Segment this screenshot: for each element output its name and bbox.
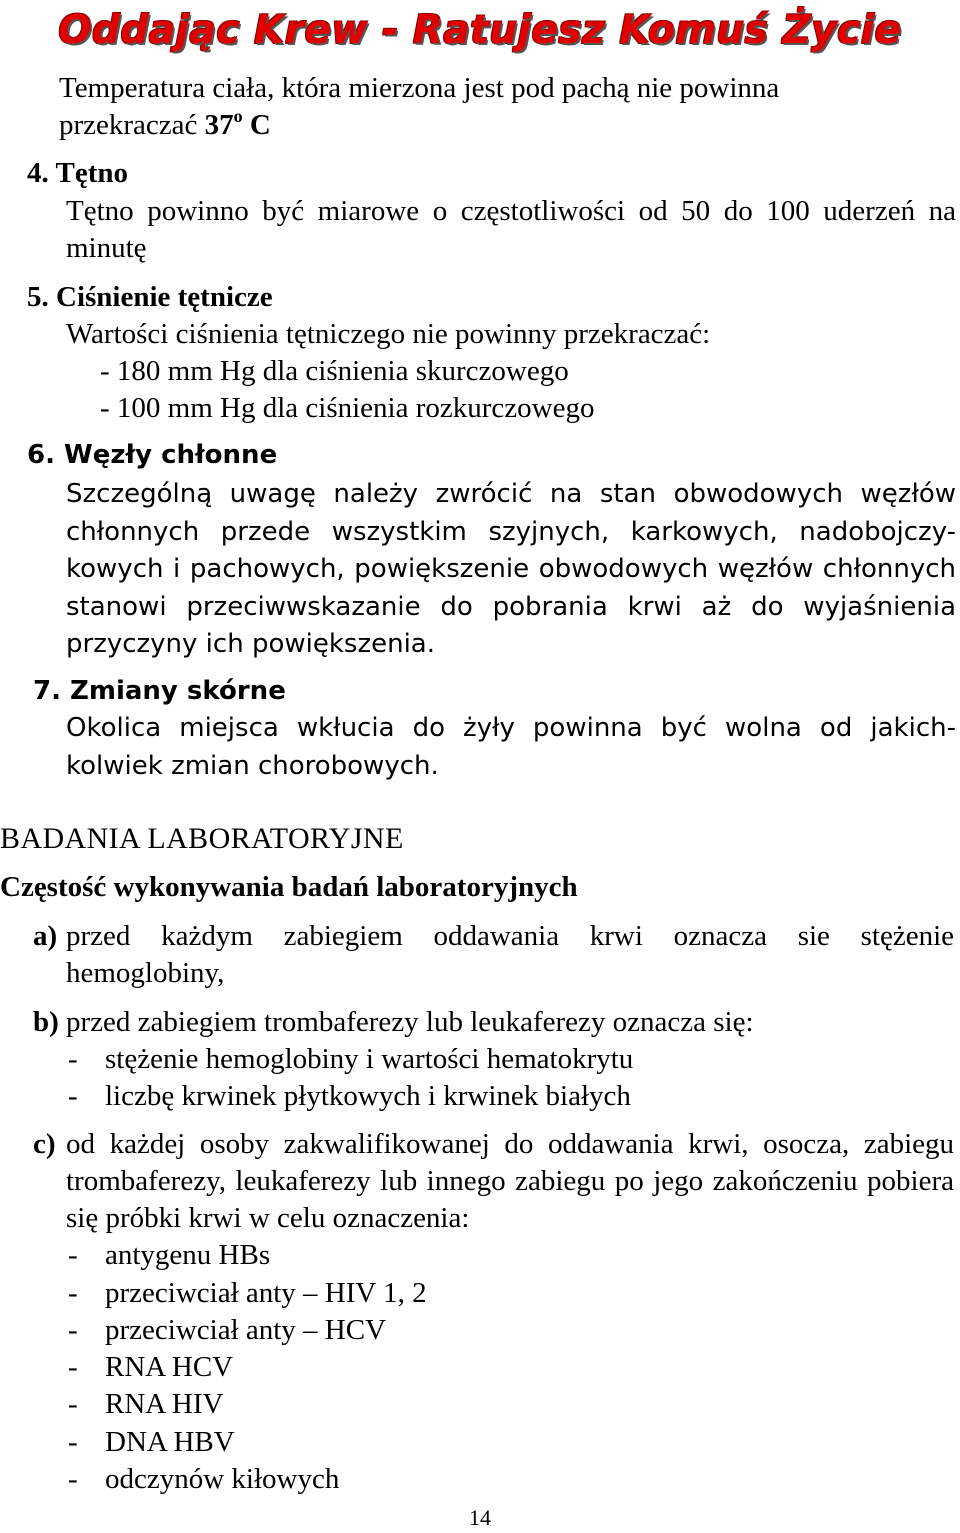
section-text-skin-changes: Okolica miejsca wkłucia do żyły powinna być wolna od jakich-kolwiek zmian chorobowych.	[66, 713, 956, 781]
dash-marker: -	[68, 1351, 78, 1383]
lab-section-subtitle: Częstość wykonywania badań laboratoryjnych	[0, 871, 578, 903]
list-item	[68, 1275, 427, 1312]
section-heading-blood-pressure: 5. Ciśnienie tętnicze	[27, 281, 273, 313]
section-heading-pulse: 4. Tętno	[27, 157, 128, 189]
list-item-text: przeciwciał anty – HIV 1, 2	[105, 1277, 427, 1309]
entry-label-b: b)	[33, 1006, 59, 1038]
section-text-blood-pressure: Wartości ciśnienia tętniczego nie powinny przekraczać:	[66, 318, 711, 350]
list-item-text: przeciwciał anty – HCV	[105, 1314, 387, 1346]
section-text-pulse: Tętno powinno być miarowe o częstotliwości od 50 do 100 uderzeń na minutę	[66, 195, 956, 264]
list-item	[68, 1386, 223, 1423]
temperature-line-2: przekraczać	[59, 109, 205, 141]
temperature-unit: C	[242, 109, 271, 141]
bp-bullet-diastolic: - 100 mm Hg dla ciśnienia rozkurczowego	[100, 392, 595, 424]
lab-section-title: BADANIA LABORATORYJNE	[0, 822, 404, 855]
dash-marker: -	[68, 1463, 78, 1495]
dash-marker: -	[68, 1426, 78, 1458]
entry-label-c: c)	[33, 1128, 56, 1160]
entry-text-a: przed każdym zabiegiem oddawania krwi oznacza sie stężenie hemoglobiny,	[66, 920, 954, 989]
section-heading-lymph-nodes: 6. Węzły chłonne	[27, 440, 278, 470]
list-item-text: odczynów kiłowych	[105, 1463, 340, 1495]
temperature-text	[59, 70, 956, 107]
degree-sign: o	[233, 106, 243, 126]
temperature-value: 37	[204, 109, 234, 141]
dash-marker: -	[68, 1239, 78, 1271]
dash-marker: -	[68, 1388, 78, 1420]
temperature-limit	[59, 107, 271, 144]
dash-marker: -	[68, 1043, 78, 1075]
list-item-text: antygenu HBs	[105, 1239, 271, 1271]
list-item-text: RNA HCV	[105, 1351, 234, 1383]
section-heading-skin-changes: 7. Zmiany skórne	[33, 676, 286, 706]
entry-text-b: przed zabiegiem trombaferezy lub leukaferezy oznacza się:	[66, 1006, 754, 1038]
list-item-text: DNA HBV	[105, 1426, 235, 1458]
list-item-text: stężenie hemoglobiny i wartości hematokrytu	[105, 1043, 634, 1075]
entry-text-c: od każdej osoby zakwalifikowanej do oddawania krwi, osocza, zabiegu trombaferezy, leukaferezy lub innego zabiegu po jego zakończeniu pobiera się próbki krwi w celu oznaczenia:	[66, 1128, 954, 1234]
dash-marker: -	[68, 1277, 78, 1309]
section-text-lymph-nodes: Szczególną uwagę należy zwrócić na stan obwodowych węzłów chłonnych przede wszystkim szyjnych, karkowych, nadobojczy-kowych i pachowych, powiększenie obwodowych węzłów chłonnych stanowi przeciwwskazanie do pobrania krwi aż do wyjaśnienia przyczyny ich powiększenia.	[66, 479, 956, 659]
list-item-text: liczbę krwinek płytkowych i krwinek białych	[105, 1080, 631, 1112]
list-item	[68, 1424, 235, 1461]
list-item	[68, 1349, 233, 1386]
banner-title: Oddając Krew - Ratujesz Komuś Życie	[58, 8, 902, 53]
page-number: 14	[469, 1505, 491, 1530]
list-item	[68, 1312, 386, 1349]
list-item	[68, 1041, 633, 1078]
dash-marker: -	[68, 1314, 78, 1346]
dash-marker: -	[68, 1080, 78, 1112]
list-item-text: RNA HIV	[105, 1388, 224, 1420]
entry-label-a: a)	[33, 920, 58, 952]
list-item	[68, 1461, 339, 1498]
list-item	[68, 1237, 270, 1274]
bp-bullet-systolic: - 180 mm Hg dla ciśnienia skurczowego	[100, 355, 569, 387]
temperature-line-1: Temperatura ciała, która mierzona jest pod pachą nie powinna	[59, 72, 780, 104]
list-item	[68, 1078, 631, 1115]
